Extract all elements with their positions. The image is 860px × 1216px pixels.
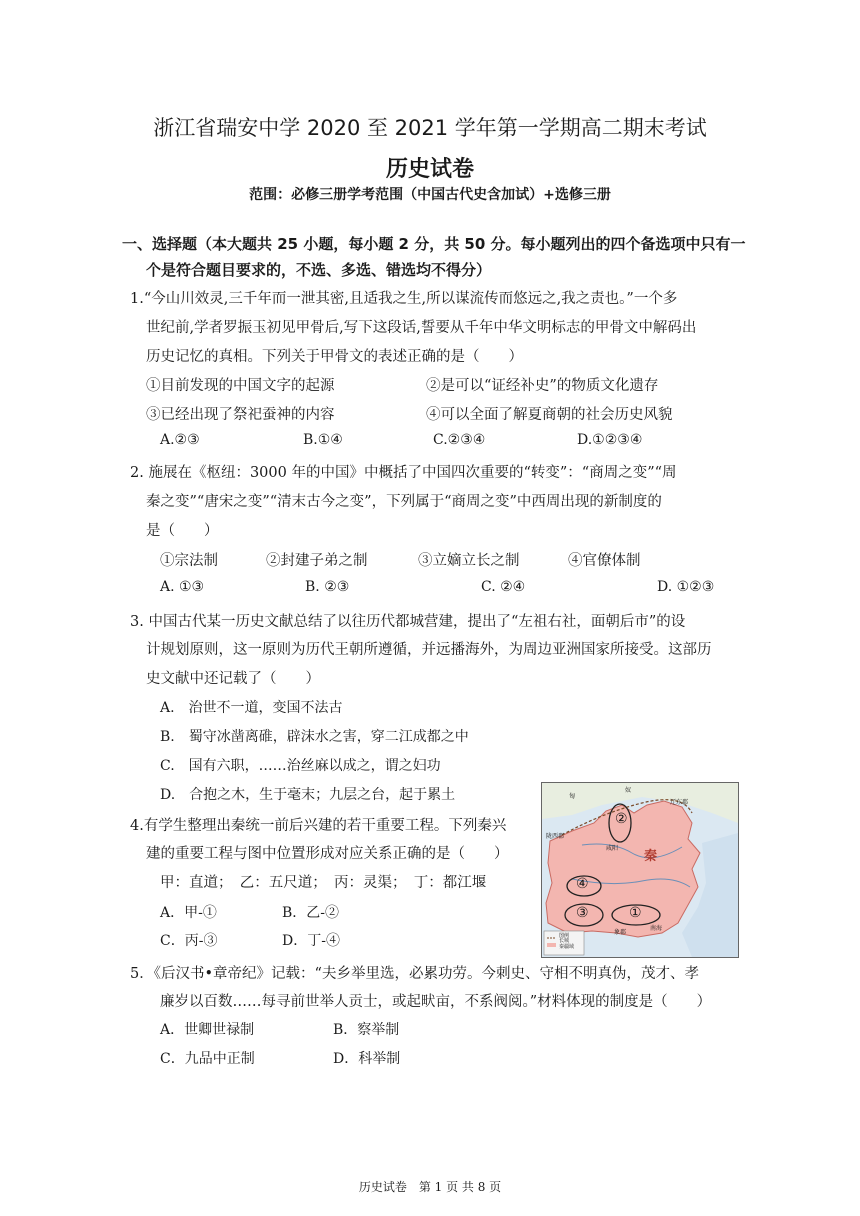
q2-item-2: ②封建子弟之制 <box>266 553 368 569</box>
q2-text-line2: 秦之变”“唐宋之变”“清末古今之变”，下列属于“商周之变”中西周出现的新制度的 <box>146 494 662 510</box>
map-label-nanhai: 南海 <box>650 925 663 932</box>
section-heading-line1: 一、选择题（本大题共 25 小题，每小题 2 分，共 50 分。每小题列出的四个备选项中只有一 <box>122 235 746 253</box>
map-marker-3: ③ <box>576 905 589 921</box>
q2-item-1: ①宗法制 <box>160 553 218 569</box>
q3-text-line3: 史文献中还记载了（ ） <box>146 671 320 687</box>
q5-text-line2: 廉岁以百数……每寻前世举人贡士，或起畎亩，不系阀阅。”材料体现的制度是（ ） <box>160 994 712 1010</box>
q5-option-c: C．九品中正制 <box>160 1051 255 1067</box>
map-marker-1: ① <box>629 905 642 921</box>
q2-option-c: C. ②④ <box>481 579 526 595</box>
q1-item-2: ②是可以“证经补史”的物质文化遗存 <box>426 378 659 394</box>
q2-item-4: ④官僚体制 <box>568 553 641 569</box>
q2-option-d: D. ①②③ <box>657 579 715 595</box>
q1-text-line1: 1.“今山川效灵,三千年而一泄其密,且适我之生,所以谋流传而悠远之,我之责也。”一个多 <box>130 291 678 307</box>
map-label-liaodong: 辽东郡 <box>670 799 689 806</box>
q4-text-line3: 甲：直道； 乙：五尺道； 丙：灵渠； 丁：都江堰 <box>160 875 487 891</box>
map-legend-wall: 长城 <box>559 938 570 944</box>
q4-option-c: C．丙-③ <box>160 933 218 949</box>
q4-text-line1: 4.有学生整理出秦统一前后兴建的若干重要工程。下列秦兴 <box>130 818 507 834</box>
q1-item-1: ①目前发现的中国文字的起源 <box>146 378 335 394</box>
q5-text-line1: 5．《后汉书•章帝纪》记载：“夫乡举里选，必累功劳。今刺史、守相不明真伪，茂才、孝 <box>130 966 699 982</box>
q1-text-line2: 世纪前,学者罗振玉初见甲骨后,写下这段话,誓要从千年中华文明标志的甲骨文中解码出 <box>146 320 697 336</box>
q1-option-c: C.②③④ <box>433 432 486 448</box>
map-state-label: 秦 <box>644 849 658 864</box>
map-marker-2: ② <box>615 811 628 827</box>
map-label-longxi: 陇西郡 <box>546 833 565 840</box>
q3-text-line2: 计规划原则，这一原则为历代王朝所遵循，并远播海外，为周边亚洲国家所接受。这部历 <box>146 642 712 658</box>
q5-option-a: A．世卿世禄制 <box>160 1022 255 1038</box>
q3-option-b: B. 蜀守冰凿离碓，辟沫水之害，穿二江成都之中 <box>160 729 469 745</box>
qin-map-svg <box>542 783 738 957</box>
map-label-xiong: 匈 <box>569 793 576 800</box>
map-marker-4: ④ <box>576 876 589 892</box>
q4-text-line2: 建的重要工程与图中位置形成对应关系正确的是（ ） <box>146 846 509 862</box>
q1-text-line3: 历史记忆的真相。下列关于甲骨文的表述正确的是（ ） <box>146 349 523 365</box>
q2-item-3: ③立嫡立长之制 <box>418 553 520 569</box>
q1-option-d: D.①②③④ <box>577 432 643 448</box>
q3-text-line1: 3. 中国古代某一历史文献总结了以往历代都城营建，提出了“左祖右社，面朝后市”的设 <box>130 614 686 630</box>
exam-subtitle: 历史试卷 <box>385 157 474 182</box>
q2-text-line3: 是（ ） <box>146 523 219 539</box>
q4-option-d: D．丁-④ <box>282 933 340 949</box>
q5-option-d: D．科举制 <box>333 1051 401 1067</box>
q1-option-b: B.①④ <box>303 432 343 448</box>
map-legend-territory: 秦疆域 <box>559 944 575 950</box>
q4-option-b: B．乙-② <box>282 905 340 921</box>
map-label-xianyang: 咸阳 <box>606 845 619 852</box>
q3-option-a: A. 治世不一道，变国不法古 <box>160 700 343 716</box>
q5-option-b: B．察举制 <box>333 1022 400 1038</box>
q1-item-4: ④可以全面了解夏商朝的社会历史风貌 <box>426 407 673 423</box>
q2-text-line1: 2. 施展在《枢纽：3000 年的中国》中概括了中国四次重要的“转变”：“商周之变”“周 <box>130 465 677 481</box>
q4-option-a: A．甲-① <box>160 905 217 921</box>
q2-option-b: B. ②③ <box>305 579 350 595</box>
section-heading-line2: 个是符合题目要求的，不选、多选、错选均不得分） <box>146 261 492 279</box>
map-label-xiangjun: 象郡 <box>614 929 627 936</box>
map-legend-title: 图例 <box>559 933 570 939</box>
q3-option-c: C. 国有六职，……治丝麻以成之，谓之妇功 <box>160 758 441 774</box>
exam-title: 浙江省瑞安中学 2020 至 2021 学年第一学期高二期末考试 <box>153 116 707 140</box>
qin-map-figure <box>541 782 739 958</box>
exam-range: 范围：必修三册学考范围（中国古代史含加试）+选修三册 <box>249 187 611 203</box>
q3-option-d: D. 合抱之木，生于毫末；九层之台，起于累土 <box>160 787 456 803</box>
q1-item-3: ③已经出现了祭祀蚕神的内容 <box>146 407 335 423</box>
map-label-nu: 奴 <box>625 787 632 794</box>
page-footer: 历史试卷 第 1 页 共 8 页 <box>358 1180 502 1194</box>
q2-option-a: A. ①③ <box>160 579 205 595</box>
q1-option-a: A.②③ <box>160 432 200 448</box>
